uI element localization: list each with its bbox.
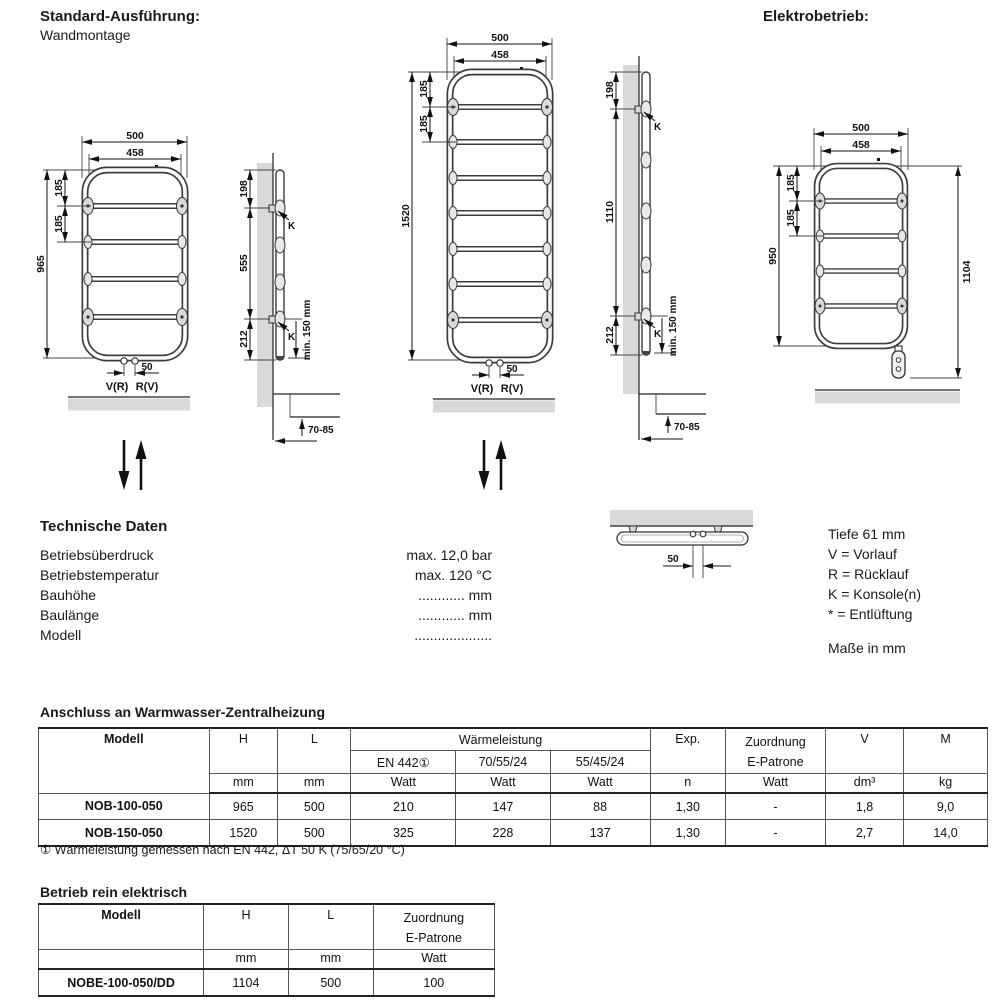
cell-exp: 1,30 — [650, 793, 725, 820]
wall-band — [623, 65, 639, 394]
hot-water-table — [38, 727, 988, 847]
legend-depth: Tiefe 61 mm — [828, 526, 906, 542]
col-header-l: L — [278, 728, 351, 774]
dim-gap1: 185 — [418, 80, 430, 98]
col-header-h: H — [209, 728, 278, 774]
dim-gap2: 185 — [418, 115, 430, 133]
dim-side-top: 198 — [238, 180, 250, 198]
dim-wall-distance: 70-85 — [308, 425, 334, 436]
legend-units-note: Maße in mm — [828, 640, 906, 656]
legend-item: K = Konsole(n) — [828, 586, 921, 602]
dim-side-mid: 1110 — [604, 200, 616, 224]
dim-gap2: 185 — [53, 215, 65, 233]
cell-55-45-24: 137 — [550, 820, 650, 847]
valve-left — [121, 358, 127, 364]
col-header-l: L — [288, 904, 373, 950]
footnote: ① Wärmeleistung gemessen nach EN 442, ΔT 50 K (75/65/20 °C) — [40, 843, 405, 857]
pipe-spacing-dim — [663, 545, 731, 578]
cell-modell: NOB-150-050 — [39, 820, 210, 847]
cell-modell: NOBE-100-050/DD — [39, 969, 204, 996]
console-label-bottom: K — [288, 332, 296, 343]
floor — [433, 399, 555, 413]
col-header-epatrone-line2: E-Patrone — [747, 755, 804, 769]
cell-v: 2,7 — [825, 820, 903, 847]
col-header-modell: Modell — [39, 728, 210, 793]
dim-pipe-spacing: 50 — [667, 554, 679, 565]
wall-band — [610, 510, 753, 526]
side-view-nob150-diagram — [598, 50, 718, 448]
vent-mark — [877, 158, 880, 161]
unit-watt: Watt — [725, 774, 825, 794]
valve-left — [486, 360, 492, 366]
tech-label: Modell — [40, 627, 82, 643]
technical-data-heading: Technische Daten — [40, 518, 168, 535]
left-pipe-label: V(R) — [470, 383, 494, 395]
unit-mm: mm — [278, 774, 351, 794]
table-row — [39, 969, 495, 996]
unit-watt: Watt — [373, 950, 494, 970]
col-header-v: V — [825, 728, 903, 774]
legend-item: * = Entlüftung — [828, 606, 913, 622]
console-label-top: K — [288, 221, 296, 232]
floor — [815, 390, 960, 404]
unit-watt: Watt — [550, 774, 650, 794]
col-header-55-45-24: 55/45/24 — [550, 751, 650, 774]
col-header-zuordnung — [373, 904, 494, 950]
dim-side-top: 198 — [604, 81, 616, 99]
heating-element — [892, 346, 905, 378]
legend — [828, 524, 921, 658]
col-header-modell: Modell — [39, 904, 204, 950]
side-view-nob100-diagram — [232, 145, 352, 445]
col-header-exp: Exp. — [650, 728, 725, 774]
tech-value: ............ mm — [418, 607, 492, 623]
dim-gap1: 185 — [785, 174, 797, 192]
cell-h: 1104 — [204, 969, 289, 996]
dim-total-height: 1520 — [400, 204, 412, 228]
cell-m: 14,0 — [904, 820, 988, 847]
dim-total-height: 965 — [35, 255, 47, 273]
valve-right — [497, 360, 503, 366]
tech-row — [40, 605, 492, 625]
connections-group — [471, 360, 524, 395]
dim-inner-width: 458 — [126, 147, 144, 159]
radiator-body — [815, 166, 907, 346]
cell-m: 9,0 — [904, 793, 988, 820]
cell-h: 965 — [209, 793, 278, 820]
cell-v: 1,8 — [825, 793, 903, 820]
floor — [68, 397, 190, 411]
dim-body-height: 950 — [767, 247, 779, 265]
tech-value: max. 120 °C — [414, 567, 492, 583]
unit-dm3: dm³ — [825, 774, 903, 794]
console-label-bottom: K — [654, 329, 662, 340]
technical-data — [40, 518, 492, 645]
connections-group — [106, 358, 159, 393]
dim-inner-width: 458 — [852, 139, 870, 151]
electric-table — [38, 903, 495, 997]
legend-item: V = Vorlauf — [828, 546, 897, 562]
radiator-body — [83, 170, 188, 358]
unit-mm: mm — [288, 950, 373, 970]
cell-l: 500 — [288, 969, 373, 996]
electric-table-heading: Betrieb rein elektrisch — [40, 884, 188, 900]
col-header-waermeleistung: Wärmeleistung — [351, 728, 650, 751]
tech-label: Betriebstemperatur — [40, 567, 160, 583]
front-view-nob100-diagram — [35, 128, 250, 428]
cell-h: 1520 — [209, 820, 278, 847]
dim-side-bottom: 212 — [604, 326, 616, 344]
col-header-h: H — [204, 904, 289, 950]
valve-right — [132, 358, 138, 364]
col-header-epatrone-line2: E-Patrone — [405, 931, 462, 945]
tech-value: .................... — [414, 627, 492, 643]
tech-label: Betriebsüberdruck — [40, 547, 154, 563]
tech-value: max. 12,0 bar — [406, 547, 492, 563]
cell-modell: NOB-100-050 — [39, 793, 210, 820]
cell-epatrone: - — [725, 820, 825, 847]
dim-inner-width: 458 — [491, 49, 509, 61]
dim-side-bottom: 212 — [238, 330, 250, 348]
cell-l: 500 — [278, 793, 351, 820]
dim-min-clearance: min. 150 mm — [302, 299, 313, 361]
tech-value: ............ mm — [418, 587, 492, 603]
cell-55-45-24: 88 — [550, 793, 650, 820]
table-row — [39, 793, 988, 820]
unit-kg: kg — [904, 774, 988, 794]
dim-min-clearance: min. 150 mm — [668, 295, 679, 357]
dim-outer-width: 500 — [491, 32, 509, 44]
dim-total-height: 1104 — [961, 260, 973, 284]
down-arrow-icon — [119, 440, 130, 490]
hot-water-table-heading: Anschluss an Warmwasser-Zentralheizung — [40, 704, 325, 720]
legend-item: R = Rücklauf — [828, 566, 909, 582]
right-pipe-label: R(V) — [500, 383, 524, 395]
cell-epatrone: 100 — [373, 969, 494, 996]
dim-side-mid: 555 — [238, 254, 250, 272]
standard-section-subheading: Wandmontage — [40, 27, 131, 43]
bracket-joints — [83, 198, 188, 326]
tech-row — [40, 565, 492, 585]
col-header-en442: EN 442① — [351, 751, 456, 774]
hot-water-table-wrap — [38, 727, 988, 847]
col-header-zuordnung — [725, 728, 825, 774]
up-arrow-icon — [496, 440, 507, 490]
unit-watt: Watt — [456, 774, 550, 794]
up-arrow-icon — [136, 440, 147, 490]
dim-gap2: 185 — [785, 209, 797, 227]
side-floor — [273, 394, 340, 441]
tube-top-view — [617, 531, 748, 545]
tech-label: Bauhöhe — [40, 587, 97, 603]
cell-exp: 1,30 — [650, 820, 725, 847]
dim-wall-distance: 70-85 — [674, 422, 700, 433]
cell-en442: 325 — [351, 820, 456, 847]
col-header-m: M — [904, 728, 988, 774]
flow-arrows-right — [472, 436, 517, 494]
unit-mm: mm — [204, 950, 289, 970]
tech-row — [40, 585, 492, 605]
dim-pipe-spacing: 50 — [506, 364, 518, 375]
electric-table-wrap — [38, 903, 495, 997]
unit-mm: mm — [209, 774, 278, 794]
col-header-zuordnung-line1: Zuordnung — [403, 911, 465, 925]
pipe-right — [700, 531, 706, 537]
down-arrow-icon — [479, 440, 490, 490]
right-pipe-label: R(V) — [135, 381, 159, 393]
cell-en442: 210 — [351, 793, 456, 820]
cell-70-55-24: 147 — [456, 793, 550, 820]
col-header-zuordnung-line1: Zuordnung — [745, 735, 806, 749]
electro-section-heading: Elektrobetrieb: — [763, 8, 869, 25]
cell-l: 500 — [278, 820, 351, 847]
tech-row — [40, 545, 492, 565]
dim-outer-width: 500 — [126, 130, 144, 142]
electro-front-view-diagram — [765, 118, 985, 418]
dim-outer-width: 500 — [852, 122, 870, 134]
standard-section-heading: Standard-Ausführung: — [40, 8, 200, 25]
dim-pipe-spacing: 50 — [141, 362, 153, 373]
radiator-body — [448, 72, 553, 360]
unit-watt: Watt — [351, 774, 456, 794]
col-header-70-55-24: 70/55/24 — [456, 751, 550, 774]
top-view-diagram — [585, 498, 775, 593]
side-floor — [639, 394, 706, 439]
cell-epatrone: - — [725, 793, 825, 820]
wall-band — [257, 163, 273, 407]
dim-gap1: 185 — [53, 179, 65, 197]
tech-row — [40, 625, 492, 645]
front-view-nob150-diagram — [400, 22, 615, 432]
bracket-joints — [815, 193, 907, 314]
unit-n: n — [650, 774, 725, 794]
pipe-left — [690, 531, 696, 537]
flow-arrows-left — [112, 436, 157, 494]
tech-label: Baulänge — [40, 607, 100, 623]
console-label-top: K — [654, 122, 662, 133]
cell-70-55-24: 228 — [456, 820, 550, 847]
left-pipe-label: V(R) — [105, 381, 129, 393]
